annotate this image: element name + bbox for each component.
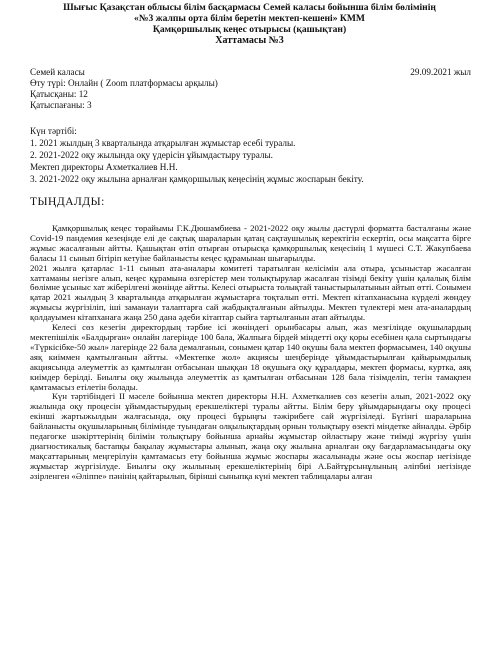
paragraph-director: Күн тәртібіндегі ІІ мәселе бойынша мектеп директоры Н.Н. Ахметкалиев сөз кезегін алып, 2021-2022 оқу жылында оқу процесін ұйымдастырудың ерекшеліктері туралы айтты. Білім беру ұйымдарындағы оқу процесі екінші жартыжылдын жалғасында, оқу процесі бұрыңғы тәжірибеге сай жүргізіледі. Бүгінгі шараларына байланысты оқушыларының білімінде туындаған олқылықтардың орнын толықтыру өзекті міндетке айналды. Әрбір педагогке шәкірттерінің білімін толықтыру бойынша арнайы жұмыстар ойластыру және тиімді жүргізу үшін диагностикалық бастапқы бақылау жұмыстары алынып, жаңа оқу жылына арналған оқу бағдарламасындағы оқу мақсаттарының меңгерілуін қамтамасыз ету бойынша жұмыс жоспары жасалынады және осы жоспар негізінде жұмыстар жүргізілуде. Биылғы оқу жылының ерекшеліктерінің бірі А.Байтұрсынұлының әліпбиі негізінде әзірленген «Әліппе» пәнінің қайтарылып, бірінші сыныпқа күні мектеп таблицалары алған	[30, 391, 471, 481]
header-school: «№3 жалпы орта білім беретін мектеп-кешені» КММ	[134, 12, 365, 24]
city-date-row	[30, 67, 471, 78]
header-organization: Шығыс Қазақстан облысы білім басқармасы Семей каласы бойынша білім бөлімінің	[63, 2, 436, 13]
paragraph-chair: Қамқоршылық кеңес төрайымы Г.К.Дюшамбиева - 2021-2022 оқу жылы дәстүрлі форматта басталғаны және Covid-19 пандемия кезеңінде елі де сақтық шараларын қатаң сақтаушылық керектігін ескертіп, осы мақсатта бірге жұмыс жасалғанын айтты. Қашықтан өтіп отырған отырысқа қамқоршылық кеңесінің 1 мүшесі С.Т. Жакупбаева баласы 11 сынып бітіріп кетуіне байланысты кеңес құрамынан шығарылды.	[30, 223, 471, 263]
minutes-body	[30, 224, 471, 482]
agenda-item-3: 3. 2021-2022 оқу жылына арналған қамқоршылық кеңесінің жұмыс жоспарын бекіту.	[30, 174, 364, 184]
city: Семей каласы	[30, 67, 85, 77]
heard-heading: ТЫҢДАЛДЫ:	[30, 196, 105, 208]
agenda-item-2: 2. 2021-2022 оқу жылында оқу үдерісін ұйымдастыру туралы.	[30, 150, 273, 160]
absent-count: Қатыспағаны: 3	[30, 100, 92, 110]
protocol-title: Хаттамасы №3	[215, 35, 284, 47]
paragraph-committee: 2021 жылға қатарлас 1-11 сынып ата-аналары комитеті таратылған келісімін ала отыра, ұсыныстар жасалған хаттаманы негізге алып, кеңес құрамына өзгерістер мен толықтырулар жасалған тізімді бекіту үшін қалалық білім бөлімне ұсыныс хат жіберілгені жөнінде айтты. Келесі отырыста толықтай таныстырылатынын айтып өтті. Сонымен қатар 2021 жылдың 3 кварталында атқарылған жұмыстарға тоқталып өтті. Мектеп кітапханасына күрделі жөндеу жұмысы жүргізіліп, іші заманауи талаптарға сай жабдықталғанын айтылды. Мектеп түлектері мен ата-аналардың қолдауымен кітапханаға жаңа 250 дана әдеби кітаптар сыйға тартылғанын атап айтылды.	[30, 262, 471, 323]
date: 29.09.2021 жыл	[410, 67, 471, 77]
present-count: Қатысқаны: 12	[30, 89, 88, 99]
document-header	[0, 3, 499, 47]
agenda-item-2-speaker: Мектеп директоры Ахметкалиев Н.Н.	[30, 162, 178, 172]
header-meeting: Қамқоршылық кеңес отырысы (қашықтан)	[152, 23, 347, 35]
agenda-title: Күн тәртібі:	[30, 126, 77, 136]
meeting-format: Өту түрі: Онлайн ( Zoom платформасы арқылы)	[30, 78, 218, 88]
paragraph-deputy: Келесі сөз кезегін директордың тәрбие ісі жөніндегі орынбасары алып, жаз мезгілінде оқушылардың мектепішілік «Балдырған» онлайн лагерінде 100 бала, Жалпыға бірдей міндетті оқу қоры есебінен қала сыртындағы «Түркісібке-50 жыл» лагерінде 22 бала демалғанын, сонымен қатар 140 оқушы бала мектеп формасымен, 140 оқушы аяқ киіммен қамтылғанын айтты. «Мектепке жол» акциясы шеңберінде ұйымдастырылған қайырымдылық акциясында әлеуметтік аз қамтылған отбасынан шыққан 18 оқушыға оқу құралдары, мектеп формасы, куртка, аяқ киімдер берілді. Биылғы оқу жылында әлеуметтік аз қамтылған отбасынан 128 бала тізімделіп, тегін тамақпен қамтамасыз етілетін болады.	[30, 322, 471, 392]
agenda-item-1: 1. 2021 жылдың 3 кварталында атқарылған жұмыстар есебі туралы.	[30, 138, 296, 148]
